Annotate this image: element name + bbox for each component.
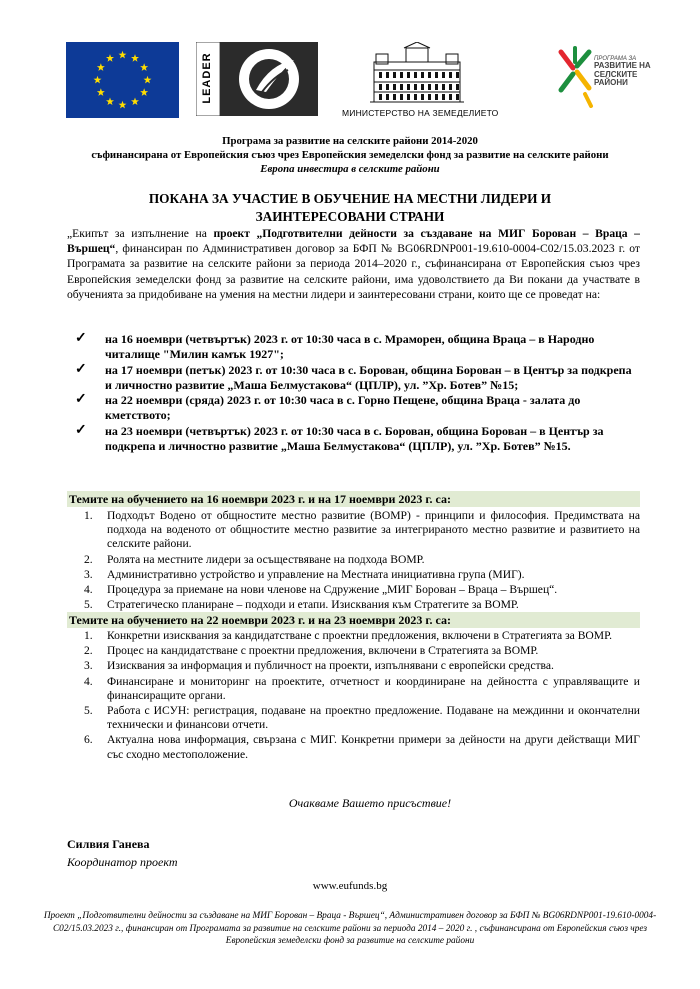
rural-cross-icon xyxy=(555,46,595,108)
topic-item xyxy=(67,568,640,582)
intro-project-name: проект „Подготвителни дейности за създаване на МИГ Борован – Враца – Вършец“ xyxy=(67,227,640,256)
topic-item xyxy=(67,675,640,703)
rural-big-text-2: СЕЛСКИТЕ РАЙОНИ xyxy=(594,69,638,88)
topics-list-1 xyxy=(67,509,640,613)
building-window xyxy=(386,94,389,100)
topics-list-2 xyxy=(67,629,640,763)
footer-note: Проект „Подготвителни дейности за създаване на МИГ Борован – Враца - Вършец“, Административен договор за БФП № BG06RDNP001-19.610-0004-C02/15.03.2023 г., финансиран от Програмата за развитие на селските райони за периода 2014 – 2020 г. , съфинансирана от Европейския съюз чрез Европейския земеделски фонд за развитие на селските райони xyxy=(43,911,657,946)
building-window xyxy=(407,72,410,78)
topic-number: 4. xyxy=(84,674,93,688)
date-item xyxy=(67,393,640,424)
program-line-3: Европа инвестира в селските райони xyxy=(260,163,440,175)
checkmark-icon: ✓ xyxy=(75,361,87,377)
intro-text-2: , финансиран по Административен договор за БФП № BG06RDNP001-19.610-0004-C02/15.03.2023 г. от Програмата за развитие на селските райони за периода 2014–2020 г., съфинансирана от Европейския съюз чрез Европейския земеделски фонд за развитие на селските райони, има удоволствието да Ви покани да участвате в обученията за придобиване на умения на местни лидери и заинтересовани страни, които ще се проведат на: xyxy=(67,242,640,301)
building-window xyxy=(456,72,459,78)
topic-number: 2. xyxy=(84,552,93,566)
building-window xyxy=(449,94,452,100)
leader-text: LEADER xyxy=(201,52,213,104)
date-item xyxy=(67,424,640,455)
topic-text: Стратегическо планиране – подходи и етапи. Изисквания към Стратегите за ВОМР. xyxy=(107,598,519,612)
building-window xyxy=(393,84,396,90)
building-window xyxy=(393,72,396,78)
rural-development-logo xyxy=(555,46,665,116)
program-line-1: Програма за развитие на селските райони 2014-2020 xyxy=(222,135,478,147)
eu-stars-icon xyxy=(66,42,179,118)
building-window xyxy=(414,94,417,100)
building-window xyxy=(379,94,382,100)
building-window xyxy=(421,94,424,100)
ministry-caption: МИНИСТЕРСТВО НА ЗЕМЕДЕЛИЕТО xyxy=(342,108,499,118)
topic-number: 2. xyxy=(84,644,93,658)
title-line-2: ЗАИНТЕРЕСОВАНИ СТРАНИ xyxy=(255,209,445,224)
topics-heading-2: Темите на обучението на 22 ноември 2023 г. и на 23 ноември 2023 г. са: xyxy=(67,612,640,628)
topic-text: Работа с ИСУН: регистрация, подаване на проектно предложение. Подаване на междинни и окончателни технически и финансови отчети. xyxy=(107,704,640,732)
topic-text: Административно устройство и управление на Местната инициативна група (МИГ). xyxy=(107,567,525,581)
building-window xyxy=(421,84,424,90)
building-window xyxy=(407,84,410,90)
building-window xyxy=(435,84,438,90)
building-window xyxy=(379,72,382,78)
building-window xyxy=(428,94,431,100)
rural-big-text-1: РАЗВИТИЕ НА xyxy=(594,61,651,71)
date-item-text: на 23 ноември (четвъртък) 2023 г. от 10:30 часа в с. Борован, община Борован – в Център за подкрепа и личностно развитие „Маша Белмустакова“ (ЦПЛР), ул. ”Хр. Ботев” №15. xyxy=(105,423,604,454)
building-window xyxy=(428,84,431,90)
building-window xyxy=(407,94,410,100)
checkmark-icon: ✓ xyxy=(75,331,87,346)
intro-text-1: „Екипът за изпълнение на xyxy=(67,227,214,240)
topic-item xyxy=(67,598,640,612)
training-dates-list xyxy=(67,332,640,454)
building-window xyxy=(386,72,389,78)
building-window xyxy=(386,84,389,90)
date-item xyxy=(67,363,640,394)
program-header xyxy=(40,134,660,176)
topics-heading-1: Темите на обучението на 16 ноември 2023 г. и на 17 ноември 2023 г. са: xyxy=(67,491,640,507)
rural-text xyxy=(594,56,665,87)
building-window xyxy=(400,84,403,90)
topic-number: 3. xyxy=(84,659,93,673)
logo-bar xyxy=(0,40,700,120)
topic-number: 6. xyxy=(84,733,93,747)
topic-item xyxy=(67,509,640,552)
intro-paragraph xyxy=(67,226,640,302)
topic-number: 1. xyxy=(84,629,93,642)
signer-name: Силвия Ганева xyxy=(67,837,150,851)
topic-number: 4. xyxy=(84,583,93,597)
rural-small-text: ПРОГРАМА ЗА xyxy=(594,56,637,62)
building-window xyxy=(442,94,445,100)
topic-item xyxy=(67,704,640,732)
date-item-text: на 22 ноември (сряда) 2023 г. от 10:30 часа в с. Горно Пещене, община Враца - залата до кметството; xyxy=(105,393,581,423)
topic-item xyxy=(67,644,640,658)
building-window xyxy=(379,84,382,90)
topic-item xyxy=(67,659,640,673)
date-item-text: на 16 ноември (четвъртък) 2023 г. от 10:30 часа в с. Мраморен, община Враца – в Народно читалище "Милин камък 1927"; xyxy=(105,332,595,362)
building-window xyxy=(442,84,445,90)
ministry-logo xyxy=(342,42,499,118)
document-title xyxy=(60,190,640,226)
closing-line: Очакваме Вашето присъствие! xyxy=(288,796,452,810)
building-window xyxy=(400,72,403,78)
topic-text: Ролята на местните лидери за осъществяване на подхода ВОМР. xyxy=(107,552,425,566)
program-line-2: съфинансирана от Европейския съюз чрез Европейския земеделски фонд за развитие на селските райони xyxy=(91,149,609,161)
checkmark-icon: ✓ xyxy=(75,422,87,438)
eu-flag-icon xyxy=(66,42,179,118)
topic-text: Изисквания за информация и публичност на проекти, изпълнявани с европейски средства. xyxy=(107,659,554,673)
building-window xyxy=(435,72,438,78)
building-window xyxy=(449,84,452,90)
date-item-text: на 17 ноември (петък) 2023 г. от 10:30 часа в с. Борован, община Борован – в Център за подкрепа и личностно развитие „Маша Белмустакова“ (ЦПЛР), ул. ”Хр. Ботев” №15; xyxy=(105,362,632,392)
building-window xyxy=(456,84,459,90)
date-item xyxy=(67,332,640,363)
topic-number: 5. xyxy=(84,704,93,718)
topic-number: 3. xyxy=(84,567,93,581)
topic-text: Процедура за приемане на нови членове на Сдружение „МИГ Борован – Враца – Вършец“. xyxy=(107,583,558,597)
topic-text: Финансиране и мониторинг на проектите, отчетност и координиране на дейността с управляващите и финансиращите органи. xyxy=(107,674,640,702)
topic-number: 1. xyxy=(84,509,93,522)
ministry-building-icon xyxy=(342,42,492,104)
topic-text: Процес на кандидатстване с проектни предложения, включени в Стратегията за ВОМР. xyxy=(107,644,539,658)
checkmark-icon: ✓ xyxy=(75,392,87,408)
topic-item xyxy=(67,629,640,643)
building-window xyxy=(435,94,438,100)
building-window xyxy=(442,72,445,78)
building-window xyxy=(393,94,396,100)
topic-item xyxy=(67,733,640,761)
building-window xyxy=(428,72,431,78)
leader-logo xyxy=(196,42,318,116)
topic-text: Актуална нова информация, свързана с МИГ. Конкретни примери за дейности на други действащи МИГ със сходно местоположение. xyxy=(107,733,640,761)
topic-text: Конкретни изисквания за кандидатстване с проектни предложения, включени в Стратегията за ВОМР. xyxy=(107,629,612,642)
title-line-1: ПОКАНА ЗА УЧАСТИЕ В ОБУЧЕНИЕ НА МЕСТНИ ЛИДЕРИ И xyxy=(148,191,552,206)
building-window xyxy=(400,94,403,100)
signer-role: Координатор проект xyxy=(67,855,178,869)
topic-item xyxy=(67,583,640,597)
building-window xyxy=(421,72,424,78)
building-window xyxy=(414,72,417,78)
website-link[interactable]: www.eufunds.bg xyxy=(312,880,388,892)
building-window xyxy=(449,72,452,78)
topic-item xyxy=(67,553,640,567)
topic-text: Подходът Водено от общностите местно развитие (ВОМР) - принципи и философия. Предимствата на подхода на воденото от общностите местно развитие за интегрираното местно развитие и развитието на селските райони. xyxy=(107,509,640,551)
building-window xyxy=(414,84,417,90)
building-window xyxy=(456,94,459,100)
topic-number: 5. xyxy=(84,598,93,612)
